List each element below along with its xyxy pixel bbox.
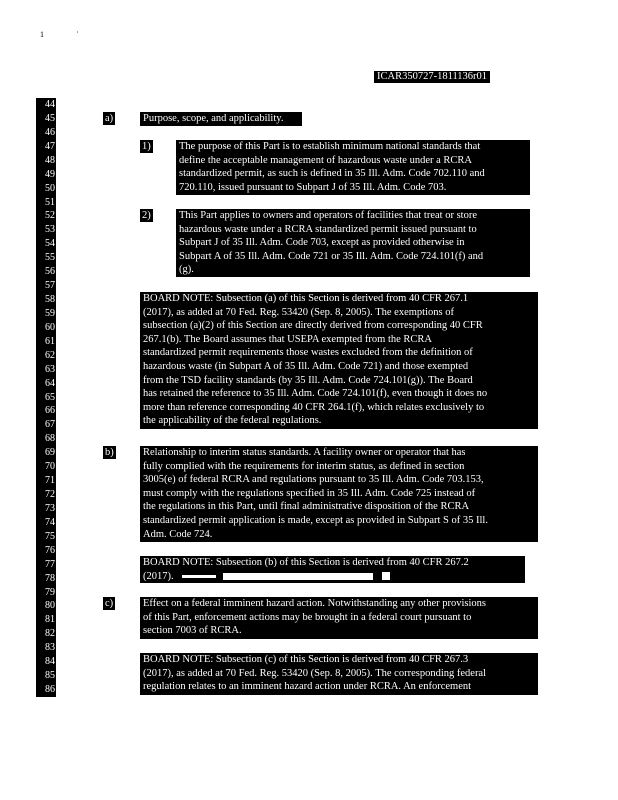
b-line: 3005(e) of federal RCRA and regulations pursuant to 35 Ill. Adm. Code 703.153, — [143, 474, 484, 486]
section-c-label: c) — [105, 598, 114, 609]
line-number: 64 — [36, 377, 56, 391]
line-number: 74 — [36, 516, 56, 530]
note-a-line: BOARD NOTE: Subsection (a) of this Section is derived from 40 CFR 267.1 — [143, 293, 469, 304]
note-b-line: BOARD NOTE: Subsection (b) of this Section is derived from 40 CFR 267.2 — [143, 557, 469, 568]
a2-line: (g). — [179, 264, 194, 276]
a1-line: define the acceptable management of hazardous waste under a RCRA — [179, 154, 473, 166]
line-number: 54 — [36, 237, 56, 251]
a2-line: Subpart A of 35 Ill. Adm. Code 721 or 35 Ill. Adm. Code 724.101(f) and — [179, 250, 484, 262]
a1-line: standardized permit, as such is defined in 35 Ill. Adm. Code 702.110 and — [179, 168, 485, 180]
line-number: 46 — [36, 126, 56, 140]
redaction-mark — [223, 573, 373, 580]
line-number: 48 — [36, 154, 56, 168]
line-number: 45 — [36, 112, 56, 126]
a1-line: 720.110, issued pursuant to Subpart J of 35 Ill. Adm. Code 703. — [179, 181, 447, 193]
document-id: ICAR350727-1811136r01 — [374, 71, 490, 83]
line-number: 71 — [36, 474, 56, 488]
section-b-label: b) — [105, 447, 114, 458]
page-corner-mark: · — [76, 28, 79, 37]
line-number: 72 — [36, 488, 56, 502]
line-number: 62 — [36, 349, 56, 363]
redaction-mark — [182, 575, 216, 578]
line-number: 78 — [36, 572, 56, 586]
line-number: 61 — [36, 335, 56, 349]
note-a-line: subsection (a)(2) of this Section are directly derived from corresponding 40 CFR — [143, 320, 483, 332]
note-c-line: BOARD NOTE: Subsection (c) of this Section is derived from 40 CFR 267.3 — [143, 654, 469, 665]
c-line: section 7003 of RCRA. — [143, 625, 242, 637]
note-c-line: (2017), as added at 70 Fed. Reg. 53420 (Sep. 8, 2005). The corresponding federal — [143, 667, 487, 679]
line-number: 75 — [36, 530, 56, 544]
board-note-a — [140, 292, 538, 429]
note-a-line: hazardous waste (in Subpart A of 35 Ill. Adm. Code 721) and those exempted — [143, 360, 469, 372]
line-number: 77 — [36, 558, 56, 572]
subsection-a2-text — [176, 209, 530, 277]
line-number: 84 — [36, 655, 56, 669]
line-number: 80 — [36, 599, 56, 613]
note-c-line: regulation relates to an imminent hazard action under RCRA. An enforcement — [143, 681, 472, 693]
subsection-a1-text — [176, 140, 530, 195]
line-number: 56 — [36, 265, 56, 279]
a2-line: hazardous waste under a RCRA standardized permit issued pursuant to — [179, 223, 477, 235]
note-a-line: 267.1(b). The Board assumes that USEPA exempted from the RCRA — [143, 333, 433, 345]
line-number: 76 — [36, 544, 56, 558]
board-note-b — [140, 556, 525, 583]
line-number: 81 — [36, 613, 56, 627]
line-number: 70 — [36, 460, 56, 474]
line-number: 69 — [36, 446, 56, 460]
c-line: of this Part, enforcement actions may be brought in a federal court pursuant to — [143, 611, 472, 623]
section-a-label: a) — [105, 113, 114, 124]
c-line: Effect on a federal imminent hazard action. Notwithstanding any other provisions — [143, 598, 486, 609]
subsection-a1-label: 1) — [142, 141, 151, 152]
note-a-line: from the TSD facility standards (by 35 Ill. Adm. Code 724.101(g)). The Board — [143, 374, 473, 386]
line-number: 82 — [36, 627, 56, 641]
b-line: Relationship to interim status standards. A facility owner or operator that has — [143, 447, 466, 458]
note-a-line: the applicability of the federal regulations. — [143, 415, 322, 427]
board-note-c — [140, 653, 538, 695]
line-number: 53 — [36, 223, 56, 237]
line-number: 44 — [36, 98, 56, 112]
line-number: 47 — [36, 140, 56, 154]
line-number: 57 — [36, 279, 56, 293]
b-line: Adm. Code 724. — [143, 528, 213, 540]
note-a-line: (2017), as added at 70 Fed. Reg. 53420 (Sep. 8, 2005). The exemptions of — [143, 306, 454, 318]
line-number: 49 — [36, 168, 56, 182]
line-number: 59 — [36, 307, 56, 321]
subsection-a2-label: 2) — [142, 210, 151, 221]
section-a-heading: Purpose, scope, and applicability. — [140, 112, 302, 126]
a2-line: Subpart J of 35 Ill. Adm. Code 703, except as provided otherwise in — [179, 237, 465, 249]
line-number: 65 — [36, 391, 56, 405]
line-number: 83 — [36, 641, 56, 655]
note-a-line: has retained the reference to 35 Ill. Adm. Code 724.101(f), even though it does no — [143, 388, 488, 400]
line-number: 60 — [36, 321, 56, 335]
line-number: 67 — [36, 418, 56, 432]
b-line: must comply with the regulations specified in 35 Ill. Adm. Code 725 instead of — [143, 487, 476, 499]
line-number: 66 — [36, 404, 56, 418]
line-number: 63 — [36, 363, 56, 377]
b-line: standardized permit application is made, except as provided in Subpart S of 35 Ill. — [143, 514, 488, 526]
line-number: 52 — [36, 209, 56, 223]
line-number: 68 — [36, 432, 56, 446]
line-number: 85 — [36, 669, 56, 683]
section-b-text — [140, 446, 538, 542]
line-number: 50 — [36, 182, 56, 196]
note-b-line2-text: (2017). — [143, 570, 174, 582]
a1-line: The purpose of this Part is to establish minimum national standards that — [179, 141, 481, 152]
line-number: 86 — [36, 683, 56, 697]
line-number: 55 — [36, 251, 56, 265]
note-b-line — [143, 570, 522, 583]
note-a-line: more than reference corresponding 40 CFR 264.1(f), which relates exclusively to — [143, 401, 485, 413]
line-number: 58 — [36, 293, 56, 307]
line-number: 73 — [36, 502, 56, 516]
a2-line: This Part applies to owners and operators of facilities that treat or store — [179, 210, 477, 221]
note-a-line: standardized permit requirements those wastes excluded from the definition of — [143, 347, 473, 359]
page-corner-number: 1 — [40, 30, 44, 39]
line-number: 79 — [36, 586, 56, 600]
b-line: fully complied with the requirements for interim status, as defined in section — [143, 460, 465, 472]
redaction-mark — [382, 572, 390, 580]
b-line: the regulations in this Part, until final administrative disposition of the RCRA — [143, 501, 470, 513]
line-number: 51 — [36, 196, 56, 210]
section-c-text — [140, 597, 538, 639]
